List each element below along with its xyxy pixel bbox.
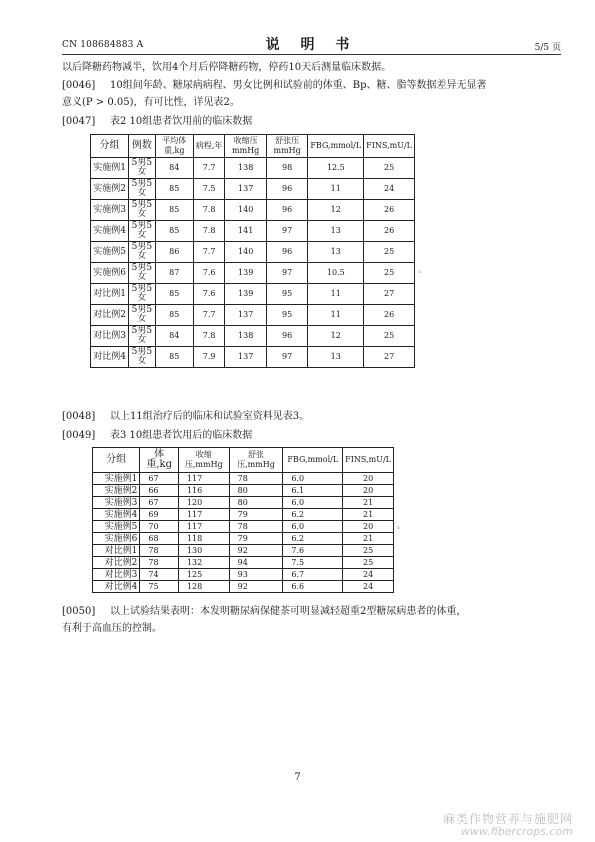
table-header: 体重,kg [140, 448, 179, 473]
paragraph-0048 [62, 409, 309, 425]
table-row: 对比例1 78 130 92 7.6 25 [93, 545, 394, 557]
paragraph-0046-cont: 意义(P > 0.05)，有可比性，详见表2。 [62, 97, 240, 108]
paragraph-text: 10组间年龄、糖尿病病程、男女比例和试验前的体重、Bp、糖、脂等数据差异无显著 [110, 80, 487, 91]
intro-line: 以后降糖药物减半，饮用4个月后停降糖药物，停药10天后测量临床数据。 [62, 62, 392, 73]
table-row: 实施例5 70 117 78 6.0 20 [93, 521, 394, 533]
doc-title: 说 明 书 [265, 37, 358, 53]
page-number: 7 [294, 772, 301, 783]
table2-end-mark: 。 [418, 265, 426, 274]
paragraph-number: [0049] [62, 430, 96, 441]
table-row: 对比例3 74 125 93 6.7 24 [93, 569, 394, 581]
table2 [90, 134, 415, 368]
table-row: 实施例1 67 117 78 6.0 20 [93, 473, 394, 485]
table-header-row [91, 135, 415, 158]
table-row: 对比例2 78 132 94 7.5 25 [93, 557, 394, 569]
table-header: FBG,mmol/L [283, 448, 343, 473]
table-row: 实施例3 67 120 80 6.0 21 [93, 497, 394, 509]
table-header: FINS,mU/L [343, 448, 394, 473]
table-row: 实施例3 5男5女 85 7.8 140 96 12 26 [91, 200, 415, 221]
paragraph-0049 [62, 428, 252, 444]
paragraph-text: 以上11组治疗后的临床和试验室资料见表3。 [110, 411, 310, 422]
table-header: 平均体重,kg [155, 135, 193, 158]
paragraph-text: 以上试验结果表明：本发明糖尿病保健茶可明显减轻超重2型糖尿病患者的体重， [110, 606, 467, 617]
table-row: 对比例4 5男5女 85 7.9 137 97 13 27 [91, 347, 415, 368]
table2-caption: 表2 10组患者饮用前的临床数据 [110, 116, 253, 127]
table-row: 实施例2 5男5女 85 7.5 137 96 11 24 [91, 179, 415, 200]
table3-end-mark: 。 [397, 521, 405, 530]
table-row: 对比例4 75 128 92 6.6 24 [93, 581, 394, 593]
table-header: 舒张压,mmHg [229, 448, 283, 473]
paragraph-number: [0048] [62, 411, 96, 422]
table-header-row [93, 448, 394, 473]
table-row: 对比例1 5男5女 85 7.6 139 95 11 27 [91, 284, 415, 305]
table-header: 分组 [93, 448, 140, 473]
table-row: 实施例4 5男5女 85 7.8 141 97 13 26 [91, 221, 415, 242]
table-header: 分组 [91, 135, 129, 158]
paragraph-0050-cont: 有利于高血压的控制。 [62, 623, 162, 634]
page-info: 5/5 页 [534, 43, 561, 53]
table-header: FBG,mmol/L [308, 135, 364, 158]
paragraph-number: [0046] [62, 80, 96, 91]
table3-caption: 表3 10组患者饮用后的临床数据 [110, 430, 253, 441]
table-header: FINS,mU/L [364, 135, 415, 158]
table-row: 对比例2 5男5女 85 7.7 137 95 11 26 [91, 305, 415, 326]
paragraph-number: [0050] [62, 606, 96, 617]
table-row: 实施例6 5男5女 87 7.6 139 97 10.5 25 [91, 263, 415, 284]
table-row: 实施例6 68 118 79 6.2 21 [93, 533, 394, 545]
table-header: 收缩压,mmHg [178, 448, 229, 473]
paragraph-0050 [62, 604, 466, 620]
table-row: 实施例4 69 117 79 6.2 21 [93, 509, 394, 521]
table-header: 舒张压mmHg [266, 135, 307, 158]
doc-number: CN 108684883 A [62, 40, 144, 50]
watermark-url: www.fibercrops.com [460, 825, 573, 838]
paragraph-0046 [62, 78, 486, 94]
table-row: 实施例1 5男5女 84 7.7 138 98 12.5 25 [91, 158, 415, 179]
table-header: 例数 [129, 135, 156, 158]
table3 [92, 447, 394, 593]
table-row: 对比例3 5男5女 84 7.8 138 96 12 25 [91, 326, 415, 347]
table-header: 收缩压mmHg [225, 135, 266, 158]
watermark-text: 麻类作物营养与施肥网 [442, 812, 573, 826]
paragraph-number: [0047] [62, 116, 96, 127]
table-row: 实施例5 5男5女 86 7.7 140 96 13 25 [91, 242, 415, 263]
page-header [62, 32, 561, 55]
table-header: 病程,年 [193, 135, 225, 158]
table-row: 实施例2 66 116 80 6.1 20 [93, 485, 394, 497]
paragraph-0047 [62, 114, 252, 130]
